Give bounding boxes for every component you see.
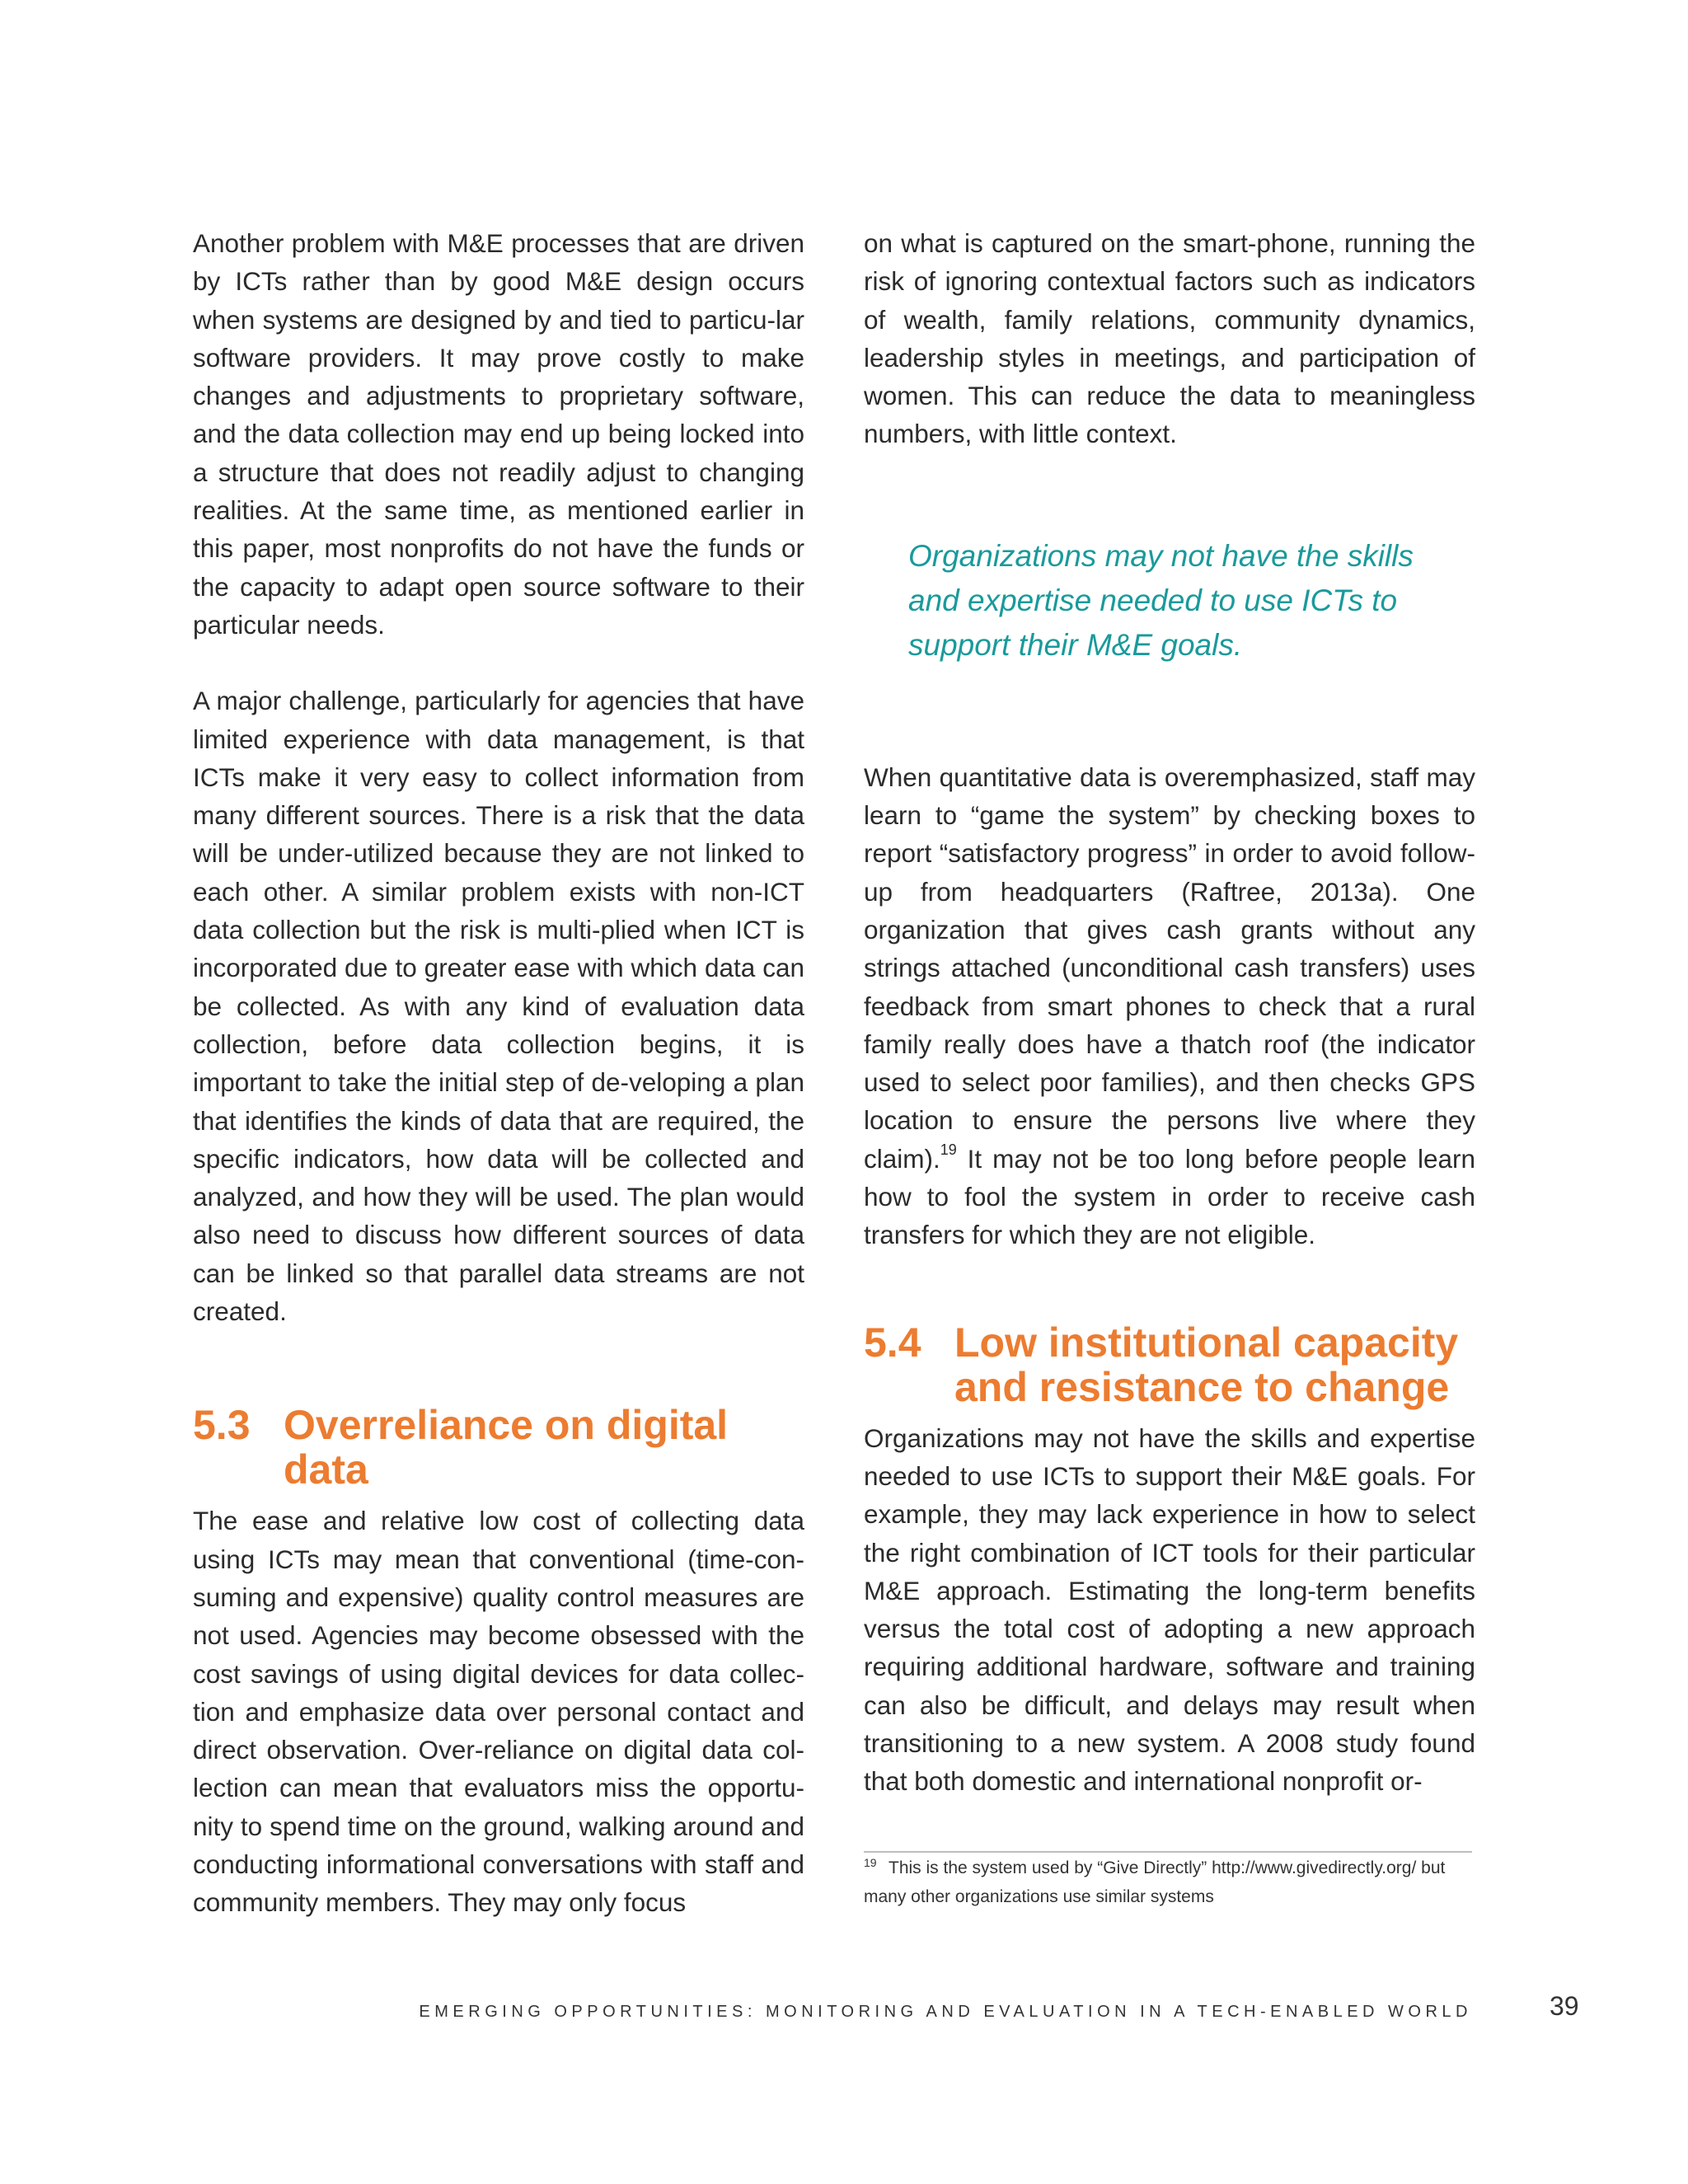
body-paragraph: on what is captured on the smart-phone, running the risk of ignoring contextual factors such as indicators of wealth, family relations, community dynamics, leadership styles in meetings, and participation of women. This can reduce the data to meaningless numbers, with little context. [864, 228, 1475, 449]
body-paragraph: A major challenge, particularly for agencies that have limited experience with data management, is that ICTs make it very easy to collect information from many different sources. There is a risk that the data will be under-utilized because they are not linked to each other. A similar problem exists with non-ICT data collection but the risk is multi-plied when ICT is incorporated due to greater ease with which data can be collected. As with any kind of evaluation data collection, before data collection begins, it is important to take the initial step of de-veloping a plan that identifies the kinds of data that are required, the specific indicators, how data will be collected and analyzed, and how they will be used. The plan would also need to discuss how different sources of data can be linked so that parallel data streams are not created. [193, 686, 804, 1327]
section-heading-5-4 [864, 1320, 1475, 1409]
paragraph-text: When quantitative data is overemphasized, staff may learn to “game the system” by checking boxes to report “satisfactory progress” in order to avoid follow-up from headquarters (Raftree, 2013a). One organization that gives cash grants without any strings attached (unconditional cash transfers) uses feedback from smart phones to check that a rural family really does have a thatch roof (the indicator used to select poor families), and then checks GPS location to ensure the persons live where they claim). [864, 762, 1475, 1174]
section-title: Overreliance on digital data [284, 1402, 729, 1493]
section-number: 5.4 [864, 1319, 921, 1366]
left-column [193, 224, 804, 1922]
paragraph-text: It may not be too long before people learn how to fool the system in order to receive cash transfers for which they are not eligible. [864, 1143, 1475, 1250]
right-column [864, 224, 1475, 1801]
section-title: Low institutional capacity and resistance to change [954, 1319, 1459, 1410]
body-paragraph [864, 758, 1475, 1254]
footnote-divider [864, 1851, 1472, 1853]
body-paragraph: Organizations may not have the skills and expertise needed to use ICTs to support their M&E goals. For example, they may lack experience in how to select the right combination of ICT tools for their particular M&E approach. Estimating the long-term benefits versus the total cost of adopting a new approach requiring additional hardware, software and training can also be difficult, and delays may result when transitioning to a new system. A 2008 study found that both domestic and international nonprofit or- [864, 1422, 1475, 1797]
section-number: 5.3 [193, 1402, 251, 1449]
body-paragraph: Another problem with M&E processes that are driven by ICTs rather than by good M&E design occurs when systems are designed by and tied to particu-lar software providers. It may prove costly to make changes and adjustments to proprietary software, and the data collection may end up being locked into a structure that does not readily adjust to changing realities. At the same time, as mentioned earlier in this paper, most nonprofits do not have the funds or the capacity to adapt open source software to their particular needs. [193, 228, 804, 640]
page-number: 39 [1550, 1991, 1579, 2021]
footnote-reference[interactable]: 19 [940, 1141, 957, 1159]
body-paragraph: The ease and relative low cost of collecting data using ICTs may mean that conventional (time-con-suming and expensive) quality control measures are not used. Agencies may become obsessed with the cost savings of using digital devices for data collec-tion and emphasize data over personal contact and direct observation. Over-reliance on digital data col-lection can mean that evaluators miss the opportu-nity to spend time on the ground, walking around and conducting informational conversations with staff and community members. They may only focus [193, 1506, 804, 1918]
pull-quote: Organizations may not have the skills and expertise needed to use ICTs to support their M&E goals. [908, 538, 1414, 662]
footnote [864, 1854, 1475, 1911]
running-footer-title: EMERGING OPPORTUNITIES: MONITORING AND EVALUATION IN A TECH-ENABLED WORLD [419, 2003, 1472, 2021]
section-heading-5-3 [193, 1403, 804, 1492]
footnote-number: 19 [864, 1856, 877, 1869]
footnote-text: This is the system used by “Give Directly” http://www.givedirectly.org/ but many other organizations use similar systems [864, 1858, 1446, 1906]
